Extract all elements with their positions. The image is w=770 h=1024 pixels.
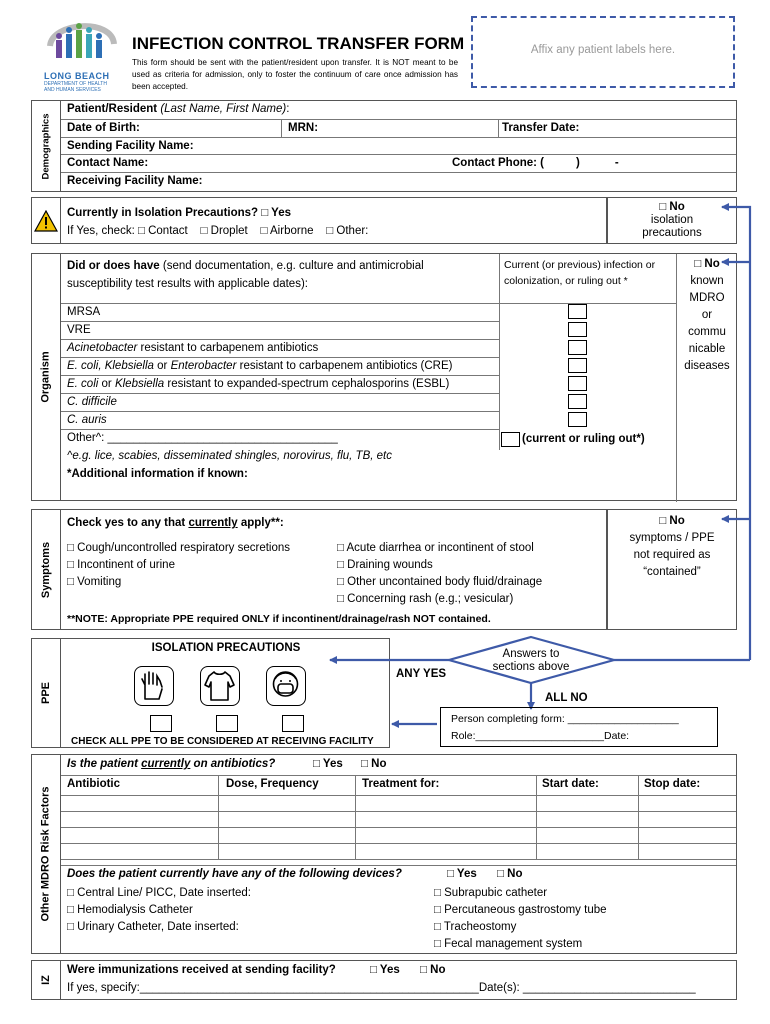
person-completing-field[interactable]: Person completing form: ___________________ [451,713,679,725]
antibiotics-no-checkbox[interactable]: □ No [361,758,387,770]
organism-intro-bold: Did or does have [67,260,160,272]
organism-name: Acinetobacter [67,342,138,354]
organism-no-line: known [690,275,724,287]
other-organism-check-label: (current or ruling out*) [522,433,645,445]
organism-name: Enterobacter [170,360,237,372]
organism-example: ^e.g. lice, scabies, disseminated shingles, norovirus, flu, TB, etc [67,450,392,462]
patient-label: Patient/Resident [67,103,158,115]
iz-section [60,960,737,1000]
organism-no-line: MDRO [689,292,725,304]
ppe-label-text: PPE [39,681,52,705]
device-item[interactable]: □ Tracheostomy [434,921,517,933]
antibiotics-question [67,758,275,770]
organism-name: VRE [67,324,91,336]
organism-desc: or [153,360,171,372]
antibiotics-q-u: currently [141,758,191,770]
immunization-yes-checkbox[interactable]: □ Yes [370,964,400,976]
any-yes-label: ANY YES [396,668,447,680]
device-item[interactable]: □ Percutaneous gastrostomy tube [434,904,607,916]
isolation-no-line3: precautions [642,227,702,239]
all-no-label: ALL NO [545,692,588,704]
col-dose: Dose, Frequency [226,778,319,790]
org-name: LONG BEACH [44,71,110,81]
org-sub2: AND HUMAN SERVICES [44,87,101,93]
symptoms-no-line: not required as [633,549,711,561]
other-organism-field[interactable]: Other^: ____________________________________ [67,432,338,444]
symptoms-label-text: Symptoms [40,541,52,598]
organism-no-line: commu [688,326,726,338]
device-item[interactable]: □ Subrapubic catheter [434,887,548,899]
antibiotics-q-post: on antibiotics? [190,758,276,770]
devices-yes-checkbox[interactable]: □ Yes [447,868,477,880]
patient-hint: (Last Name, First Name) [160,103,287,115]
symptoms-heading-post: apply**: [237,517,284,529]
receiving-facility-field[interactable]: Receiving Facility Name: [67,175,203,187]
demographics-label-text: Demographics [40,113,52,179]
org-sub1: DEPARTMENT OF HEALTH [44,81,107,87]
device-item[interactable]: □ Central Line/ PICC, Date inserted: [67,887,251,899]
symptoms-no-line: “contained” [643,566,701,578]
dob-field[interactable]: Date of Birth: [67,122,140,134]
organism-name: C. auris [67,414,107,426]
iz-side-label [31,960,61,1000]
symptom-item[interactable]: □ Concerning rash (e.g.; vesicular) [337,593,514,605]
col-treatment: Treatment for: [362,778,440,790]
organism-name: C. difficile [67,396,117,408]
organism-name: E. coli, Klebsiella [67,360,154,372]
antibiotics-yes-checkbox[interactable]: □ Yes [313,758,343,770]
additional-info-field[interactable]: *Additional information if known: [67,468,248,480]
mrn-field[interactable]: MRN: [288,122,319,134]
devices-left-list [67,885,251,936]
immunization-no-checkbox[interactable]: □ No [420,964,446,976]
organism-no-line: or [701,309,713,321]
antibiotics-q-pre: Is the patient [67,758,142,770]
devices-right-list [434,885,607,953]
symptoms-note: **NOTE: Appropriate PPE required ONLY if incontinent/drainage/rash NOT contained. [67,613,491,625]
symptoms-heading-u: currently [188,517,238,529]
symptom-item[interactable]: □ Incontinent of urine [67,559,175,571]
organism-name: MRSA [67,306,101,318]
form-description: This form should be sent with the patient/resident upon transfer. It is NOT meant to be used as criteria for admission, only to foster the continuum of care once admission has been accepted. [132,58,458,91]
flow-diamond-text [470,648,592,674]
ppe-heading: ISOLATION PRECAUTIONS [151,642,301,654]
organism-name: E. coli [67,378,99,390]
symptoms-heading-pre: Check yes to any that [67,517,189,529]
organism-no-line: nicable [688,343,726,355]
patient-colon: : [286,103,290,115]
symptom-item[interactable]: □ Other uncontained body fluid/drainage [337,576,543,588]
role-date-field[interactable]: Role:______________________Date: [451,730,630,742]
sending-facility-field[interactable]: Sending Facility Name: [67,140,194,152]
device-item[interactable]: □ Urinary Catheter, Date inserted: [67,921,239,933]
risk-factors-side-label [31,754,61,954]
diamond-line2: sections above [492,661,570,673]
organism-no-line: diseases [684,360,730,372]
symptoms-no-line: symptoms / PPE [629,532,715,544]
immunization-specify-field[interactable]: If yes, specify:_____________________________________________________Date(s): ___________________________ [67,982,696,994]
person-completing-box [440,707,718,747]
risk-factors-label-text: Other MDRO Risk Factors [40,786,52,922]
iz-label-text: IZ [40,975,52,985]
symptom-item[interactable]: □ Vomiting [67,576,122,588]
device-item[interactable]: □ Hemodialysis Catheter [67,904,193,916]
organism-intro-rest: (send documentation, e.g. culture and antimicrobial susceptibility test results with applicable dates): [67,260,424,290]
col-antibiotic: Antibiotic [67,778,121,790]
contact-phone-field[interactable]: Contact Phone: ( ) - [452,157,619,169]
immunization-question: Were immunizations received at sending facility? [67,964,336,976]
isolation-if-yes-text: If Yes, check: □ Contact □ Droplet □ Airborne □ Other: [67,225,369,237]
devices-no-checkbox[interactable]: □ No [497,868,523,880]
organism-desc: or [98,378,115,390]
col-stop-date: Stop date: [644,778,701,790]
patient-label-box-text: Affix any patient labels here. [530,44,676,56]
isolation-no-checkbox[interactable]: □ No [659,201,685,213]
risk-factors-section [60,754,737,954]
diamond-line1: Answers to [502,648,560,660]
symptom-item[interactable]: □ Acute diarrhea or incontinent of stool [337,542,534,554]
symptoms-no-checkbox[interactable]: □ No [659,515,685,527]
isolation-no-line2: isolation [650,214,694,226]
symptom-item[interactable]: □ Draining wounds [337,559,433,571]
organism-desc: resistant to carbapenem antibiotics (CRE) [236,360,453,372]
organism-name: Klebsiella [114,378,165,390]
transfer-date-field[interactable]: Transfer Date: [502,122,580,134]
page-title: INFECTION CONTROL TRANSFER FORM [132,34,465,53]
col-start-date: Start date: [542,778,599,790]
organism-column-header: Current (or previous) infection or colonization, or ruling out * [504,259,656,287]
organism-no-checkbox[interactable]: □ No [694,258,720,270]
device-item[interactable]: □ Fecal management system [434,938,583,950]
contact-name-field[interactable]: Contact Name: [67,157,149,169]
organism-desc: resistant to expanded-spectrum cephalosporins (ESBL) [164,378,450,390]
isolation-question[interactable]: Currently in Isolation Precautions? □ Yes [67,207,292,219]
organism-label-text: Organism [40,351,53,403]
ppe-footer: CHECK ALL PPE TO BE CONSIDERED AT RECEIVING FACILITY [71,736,374,747]
symptom-item[interactable]: □ Cough/uncontrolled respiratory secretions [67,542,291,554]
devices-question: Does the patient currently have any of the following devices? [67,868,402,880]
organism-desc: resistant to carbapenem antibiotics [137,342,319,354]
